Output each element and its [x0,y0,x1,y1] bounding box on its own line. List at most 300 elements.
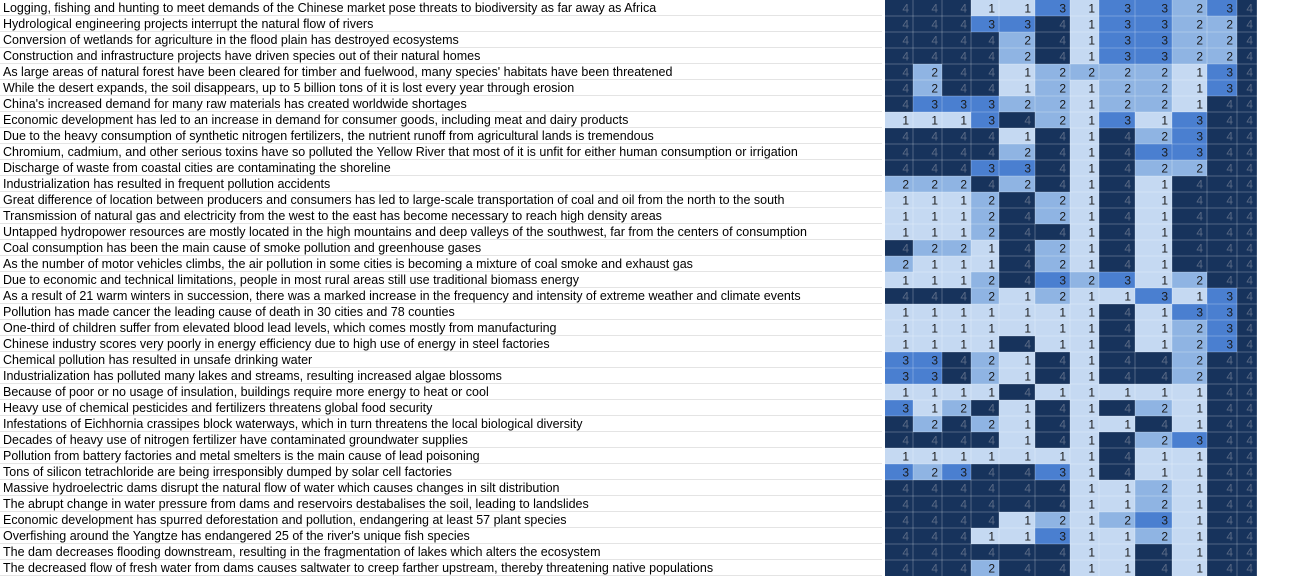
heatmap-cell-value: 4 [988,545,995,560]
heatmap-cell-value: 4 [1246,209,1253,224]
heatmap-cell-value: 4 [1226,241,1233,256]
heatmap-cell-value: 4 [1246,385,1253,400]
row-label: Conversion of wetlands for agriculture in the flood plain has destroyed ecosystems [3,33,459,47]
heatmap-cell-value: 4 [1246,17,1253,32]
heatmap-cell-value: 1 [1196,97,1203,112]
heatmap-cell-value: 2 [931,241,938,256]
heatmap-cell-value: 3 [902,369,909,384]
row-label: Untapped hydropower resources are mostly located in the high mountains and deep valleys of the southwest, far from the centers of consumption [3,225,807,239]
heatmap-cell-value: 4 [960,129,967,144]
heatmap-cell-value: 4 [902,81,909,96]
heatmap-cell-value: 2 [988,369,995,384]
heatmap-cell-value: 1 [1024,449,1031,464]
heatmap-cell-value: 4 [1246,33,1253,48]
row-label: Massive hydroelectric dams disrupt the natural flow of water which causes changes in silt distribution [3,481,560,495]
heatmap-cell-value: 4 [1059,417,1066,432]
heatmap-cell-value: 2 [960,177,967,192]
heatmap-cell-value: 2 [988,225,995,240]
heatmap-cell-value: 2 [1196,49,1203,64]
heatmap-cell-value: 1 [1024,289,1031,304]
heatmap-cell-value: 3 [931,97,938,112]
heatmap-cell-value: 1 [1196,417,1203,432]
heatmap-cell-value: 4 [1024,497,1031,512]
heatmap-cell-value: 3 [1196,145,1203,160]
heatmap-cell-value: 3 [1124,1,1131,16]
heatmap-cell-value: 4 [960,65,967,80]
heatmap-cell-value: 2 [1024,33,1031,48]
heatmap-cell-value: 4 [960,529,967,544]
heatmap-cell-value: 2 [1059,257,1066,272]
heatmap-cell-value: 2 [988,561,995,576]
heatmap-cell-value: 4 [902,497,909,512]
heatmap-cell-value: 3 [1161,1,1168,16]
heatmap-cell-value: 1 [902,449,909,464]
heatmap-cell-value: 1 [1088,401,1095,416]
row-label: Overfishing around the Yangtze has endangered 25 of the river's unique fish species [3,529,470,543]
heatmap-cell-value: 1 [902,337,909,352]
heatmap-cell-value: 2 [1196,369,1203,384]
heatmap-cell-value: 4 [931,129,938,144]
heatmap-cell-value: 1 [1196,561,1203,576]
heatmap-cell-value: 4 [902,65,909,80]
heatmap-cell-value: 4 [1059,49,1066,64]
heatmap-cell-value: 4 [1024,113,1031,128]
row-label: While the desert expands, the soil disappears, up to 5 billion tons of it is lost every year through erosion [3,81,575,95]
heatmap-cell-value: 2 [988,417,995,432]
heatmap-cell-value: 4 [1124,321,1131,336]
heatmap-cell-value: 1 [931,401,938,416]
heatmap-cell-value: 1 [1088,97,1095,112]
row-label: Economic development has spurred deforestation and pollution, endangering at least 57 plant species [3,513,567,527]
heatmap-cell-value: 2 [1024,49,1031,64]
heatmap-cell-value: 2 [1124,65,1131,80]
heatmap-cell-value: 4 [1226,513,1233,528]
heatmap-cell-value: 2 [988,289,995,304]
heatmap-cell-value: 3 [1226,1,1233,16]
heatmap-cell-value: 2 [1124,97,1131,112]
row-label: Hydrological engineering projects interrupt the natural flow of rivers [3,17,374,31]
heatmap-cell-value: 1 [988,241,995,256]
row-label: Because of poor or no usage of insulation, buildings require more energy to heat or cool [3,385,489,399]
row-label: The decreased flow of fresh water from dams causes saltwater to creep farther upstream, thereby threatening native populations [3,561,714,575]
heatmap-cell-value: 4 [1059,545,1066,560]
heatmap-cell-value: 1 [1088,545,1095,560]
row-label: Chromium, cadmium, and other serious toxins have so polluted the Yellow River that most of it is unfit for either human consumption or irrigation [3,145,798,159]
heatmap-cell-value: 4 [1196,225,1203,240]
heatmap-cell-value: 1 [1024,1,1031,16]
heatmap-cell-value: 4 [1059,369,1066,384]
heatmap-cell-value: 4 [931,497,938,512]
heatmap-cell-value: 4 [1059,433,1066,448]
heatmap-cell-value: 1 [1088,369,1095,384]
heatmap-cell-value: 1 [1088,161,1095,176]
heatmap-cell-value: 1 [1088,33,1095,48]
heatmap-cell-value: 4 [1226,481,1233,496]
heatmap-cell-value: 4 [1124,257,1131,272]
heatmap-cell-value: 4 [1059,481,1066,496]
heatmap-cell-value: 3 [1161,145,1168,160]
heatmap-cell-value: 1 [1024,81,1031,96]
heatmap-cell-value: 4 [902,433,909,448]
heatmap-cell-value: 1 [902,305,909,320]
heatmap-cell-value: 1 [1161,257,1168,272]
row-label: Infestations of Eichhornia crassipes block waterways, which in turn threatens the local biological diversity [3,417,583,431]
heatmap-cell-value: 1 [1161,385,1168,400]
heatmap-cell-value: 1 [1088,129,1095,144]
heatmap-cell-value: 4 [931,561,938,576]
heatmap-cell-value: 4 [902,33,909,48]
heatmap-cell-value: 4 [1024,465,1031,480]
heatmap-cell-value: 4 [1059,33,1066,48]
heatmap-cell-value: 1 [988,449,995,464]
heatmap-cell-value: 2 [1161,161,1168,176]
heatmap-cell-value: 4 [1226,161,1233,176]
heatmap-cell-value: 3 [988,161,995,176]
heatmap-cell-value: 1 [1124,561,1131,576]
heatmap-cell-value: 3 [960,97,967,112]
heatmap-cell-value: 3 [1226,305,1233,320]
heatmap-cell-value: 4 [1196,257,1203,272]
row-label: The dam decreases flooding downstream, resulting in the fragmentation of lakes which alters the ecosystem [3,545,601,559]
heatmap-cell-value: 4 [902,161,909,176]
heatmap-cell-value: 1 [1196,465,1203,480]
heatmap-cell-value: 2 [988,209,995,224]
heatmap-cell-value: 2 [1059,289,1066,304]
heatmap-cell-value: 1 [1124,497,1131,512]
heatmap-cell-value: 4 [1226,545,1233,560]
heatmap-cell-value: 3 [1226,289,1233,304]
heatmap-cell-value: 4 [1196,193,1203,208]
heatmap-cell-value: 2 [1161,401,1168,416]
heatmap-cell-value: 3 [988,97,995,112]
heatmap-cell-value: 4 [1196,209,1203,224]
heatmap-cell-value: 2 [1024,97,1031,112]
heatmap-cell-value: 4 [902,513,909,528]
heatmap-cell-value: 4 [960,145,967,160]
heatmap-cell-value: 2 [1161,97,1168,112]
heatmap-cell-value: 4 [1226,465,1233,480]
heatmap-cell-value: 1 [931,305,938,320]
row-label: As a result of 21 warm winters in succession, there was a marked increase in the frequency and intensity of extreme weather and climate events [3,289,801,303]
heatmap-cell-value: 1 [1088,561,1095,576]
row-label: Logging, fishing and hunting to meet demands of the Chinese market pose threats to biodiversity as far away as Africa [3,1,657,15]
heatmap-cell-value: 4 [960,369,967,384]
heatmap-cell-value: 4 [931,481,938,496]
heatmap-cell-value: 4 [988,33,995,48]
heatmap-cell-value: 2 [1226,17,1233,32]
heatmap-cell-value: 4 [1196,177,1203,192]
row-label: The abrupt change in water pressure from dams and reservoirs destabalises the soil, leading to landslides [3,497,589,511]
heatmap-cell-value: 1 [931,209,938,224]
heatmap-cell-value: 1 [1088,497,1095,512]
row-label: Economic development has led to an increase in demand for consumer goods, including meat and dairy products [3,113,629,127]
row-label: One-third of children suffer from elevated blood lead levels, which comes mostly from manufacturing [3,321,557,335]
heatmap-cell-value: 4 [1226,113,1233,128]
heatmap-cell-value: 1 [931,193,938,208]
heatmap-cell-value: 1 [1161,321,1168,336]
heatmap-cell-value: 4 [1246,465,1253,480]
heatmap-cell-value: 1 [960,193,967,208]
heatmap-cell-value: 4 [902,529,909,544]
heatmap-cell-value: 1 [931,273,938,288]
heatmap-cell-value: 4 [1059,401,1066,416]
heatmap-cell-value: 1 [988,1,995,16]
heatmap-cell-value: 1 [1088,1,1095,16]
heatmap-cell-value: 4 [1161,369,1168,384]
heatmap-cell-value: 1 [1124,417,1131,432]
heatmap-cell-value: 4 [1226,561,1233,576]
heatmap-cell-value: 1 [931,257,938,272]
heatmap-cell-value: 2 [931,177,938,192]
heatmap-cell-value: 1 [1088,209,1095,224]
heatmap-cell-value: 4 [1246,529,1253,544]
heatmap-cell-value: 3 [902,401,909,416]
row-label: As the number of motor vehicles climbs, the air pollution in some cities is becoming a mixture of coal smoke and exhaust gas [3,257,693,271]
heatmap-cell-value: 4 [1059,353,1066,368]
heatmap-cell-value: 4 [1024,337,1031,352]
heatmap-cell-value: 4 [1024,193,1031,208]
heatmap-cell-value: 4 [1059,129,1066,144]
heatmap-cell-value: 1 [1088,385,1095,400]
heatmap-cell-value: 4 [931,17,938,32]
heatmap-cell-value: 4 [1059,497,1066,512]
heatmap-cell-value: 4 [960,289,967,304]
heatmap-cell-value: 4 [960,545,967,560]
heatmap-cell-value: 1 [931,113,938,128]
heatmap-cell-value: 3 [902,465,909,480]
heatmap-cell-value: 4 [931,529,938,544]
heatmap-cell-value: 1 [1088,465,1095,480]
heatmap-cell-value: 4 [1226,209,1233,224]
heatmap-cell-value: 4 [988,513,995,528]
heatmap-cell-value: 1 [1059,321,1066,336]
heatmap-cell-value: 4 [1246,305,1253,320]
heatmap-cell-value: 4 [988,433,995,448]
heatmap-cell-value: 4 [902,289,909,304]
heatmap-cell-value: 2 [902,177,909,192]
heatmap-cell-value: 1 [902,385,909,400]
heatmap-cell-value: 1 [1161,273,1168,288]
heatmap-cell-value: 3 [960,465,967,480]
heatmap-cell-value: 1 [1088,337,1095,352]
heatmap-cell-value: 1 [1161,465,1168,480]
row-label: Pollution from battery factories and metal smelters is the main cause of lead poisoning [3,449,480,463]
heatmap-cell-value: 4 [960,433,967,448]
heatmap-cell-value: 4 [1124,465,1131,480]
heatmap-cell-value: 4 [1246,449,1253,464]
heatmap-cell-value: 1 [902,209,909,224]
heatmap-cell-value: 4 [960,353,967,368]
heatmap-cell-value: 4 [1124,353,1131,368]
heatmap-cell-value: 1 [1059,449,1066,464]
heatmap-cell-value: 1 [1088,353,1095,368]
heatmap-cell-value: 3 [1161,49,1168,64]
heatmap-cell-value: 4 [1059,17,1066,32]
heatmap-cell-value: 4 [988,401,995,416]
heatmap-cell-value: 1 [1024,433,1031,448]
heatmap-cell-value: 4 [1124,241,1131,256]
heatmap-cell-value: 1 [1124,545,1131,560]
heatmap-cell-value: 1 [902,321,909,336]
heatmap-cell-value: 4 [1161,353,1168,368]
heatmap-cell-value: 4 [1124,161,1131,176]
heatmap-cell-value: 1 [1196,497,1203,512]
heatmap-cell-value: 4 [988,81,995,96]
heatmap-cell-value: 4 [1024,481,1031,496]
heatmap-cell-value: 1 [931,449,938,464]
heatmap-cell-value: 4 [931,289,938,304]
heatmap-cell-value: 4 [1059,225,1066,240]
heatmap-cell-value: 2 [1161,65,1168,80]
heatmap-cell-value: 2 [1161,481,1168,496]
heatmap-cell-value: 2 [902,257,909,272]
heatmap-cell-value: 3 [1196,433,1203,448]
heatmap-cell-value: 1 [1088,449,1095,464]
heatmap-cell-value: 4 [1226,353,1233,368]
heatmap-cell-value: 4 [988,65,995,80]
heatmap-cell-value: 4 [902,545,909,560]
heatmap-cell-value: 4 [960,33,967,48]
heatmap-cell-value: 4 [1246,193,1253,208]
heatmap-cell-value: 1 [1088,321,1095,336]
heatmap-cell-value: 4 [1246,401,1253,416]
heatmap-cell-value: 2 [1196,17,1203,32]
heatmap-cell-value: 2 [1059,241,1066,256]
heatmap-cell-value: 2 [1124,81,1131,96]
heatmap-cell-value: 4 [960,81,967,96]
heatmap-cell-value: 4 [1024,225,1031,240]
heatmap-cell-value: 4 [931,545,938,560]
heatmap-cell-value: 4 [1124,225,1131,240]
heatmap-cell-value: 4 [1161,545,1168,560]
heatmap-cell-value: 3 [1226,81,1233,96]
heatmap-cell-value: 1 [1196,81,1203,96]
heatmap-cell-value: 4 [1246,353,1253,368]
heatmap-cell-value: 4 [902,481,909,496]
heatmap-cell-value: 1 [988,257,995,272]
row-label: Pollution has made cancer the leading cause of death in 30 cities and 78 counties [3,305,455,319]
heatmap-cell-value: 3 [902,353,909,368]
heatmap-cell-value: 1 [1196,449,1203,464]
heatmap-cell-value: 1 [1024,369,1031,384]
heatmap-cell-value: 2 [931,465,938,480]
heatmap-cell-value: 2 [1059,193,1066,208]
heatmap-cell-value: 2 [1196,33,1203,48]
heatmap-cell-value: 4 [1246,225,1253,240]
heatmap-cell-value: 4 [1124,433,1131,448]
heatmap-cell-value: 4 [1059,161,1066,176]
heatmap-cell-value: 3 [1196,113,1203,128]
heatmap-cell-value: 2 [1226,49,1233,64]
heatmap-cell-value: 2 [960,241,967,256]
heatmap-cell-value: 1 [1024,305,1031,320]
heatmap-cell-value: 1 [960,257,967,272]
row-label: Industrialization has polluted many lakes and streams, resulting increased algae blossoms [3,369,502,383]
row-label: Heavy use of chemical pesticides and fertilizers threatens global food security [3,401,433,415]
heatmap-cell-value: 2 [1024,145,1031,160]
heatmap-cell-value: 4 [1246,417,1253,432]
heatmap-cell-value: 4 [1226,257,1233,272]
heatmap-cell-value: 4 [1246,241,1253,256]
heatmap-cell-value: 1 [1196,529,1203,544]
heatmap-cell-value: 1 [1161,193,1168,208]
heatmap-cell-value: 3 [1226,337,1233,352]
heatmap-cell-value: 1 [988,321,995,336]
heatmap-cell-value: 2 [988,193,995,208]
heatmap-cell-value: 1 [1196,401,1203,416]
heatmap-cell-value: 1 [1024,353,1031,368]
heatmap-cell-value: 1 [902,113,909,128]
heatmap-cell-value: 3 [1161,289,1168,304]
heatmap-cell-value: 4 [1246,513,1253,528]
heatmap-cell-value: 2 [1024,177,1031,192]
heatmap-cell-value: 4 [988,497,995,512]
heatmap-cell-value: 3 [1196,305,1203,320]
heatmap-cell-value: 4 [1246,273,1253,288]
heatmap-cell-value: 4 [1246,49,1253,64]
heatmap-cell-value: 4 [1226,193,1233,208]
heatmap-cell-value: 3 [1196,129,1203,144]
heatmap-cell-value: 4 [1124,337,1131,352]
heatmap-cell-value: 4 [1246,561,1253,576]
heatmap-cell-value: 4 [1246,161,1253,176]
heatmap-cell-value: 3 [931,369,938,384]
heatmap-cell-value: 1 [1196,481,1203,496]
heatmap-cell-value: 4 [1024,241,1031,256]
heatmap-cell-value: 1 [960,113,967,128]
heatmap-cell-value: 1 [1124,529,1131,544]
heatmap-cell-value: 1 [960,209,967,224]
heatmap-cell-value: 1 [1196,385,1203,400]
heatmap-cell-value: 4 [1024,385,1031,400]
heatmap-cell-value: 4 [960,49,967,64]
heatmap-cell-value: 4 [960,561,967,576]
heatmap-cell-value: 2 [1059,97,1066,112]
heatmap-cell-value: 4 [902,241,909,256]
heatmap-cell-value: 4 [1226,129,1233,144]
heatmap-cell-value: 4 [1124,145,1131,160]
heatmap-cell-value: 3 [1226,321,1233,336]
heatmap-cell-value: 4 [960,497,967,512]
heatmap-cell-value: 1 [1161,209,1168,224]
heatmap-cell-value: 4 [988,49,995,64]
heatmap-cell-value: 3 [1059,529,1066,544]
heatmap-cell-value: 1 [960,305,967,320]
heatmap-cell-value: 1 [1088,49,1095,64]
heatmap-cell-value: 4 [988,145,995,160]
heatmap-cell-value: 1 [960,225,967,240]
heatmap-cell-value: 1 [1024,529,1031,544]
heatmap-cell-value: 4 [1226,385,1233,400]
heatmap-cell-value: 4 [1246,1,1253,16]
heatmap-cell-value: 4 [1059,145,1066,160]
heatmap-cell-value: 1 [1196,289,1203,304]
heatmap-cell-value: 1 [931,225,938,240]
heatmap-cell-value: 3 [1059,1,1066,16]
heatmap-cell-value: 4 [1246,433,1253,448]
row-label: Discharge of waste from coastal cities are contaminating the shoreline [3,161,391,175]
heatmap-cell-value: 4 [1024,561,1031,576]
heatmap-cell-value: 4 [931,161,938,176]
heatmap-cell-value: 1 [1088,241,1095,256]
heatmap-cell-value: 3 [1124,273,1131,288]
heatmap-cell-value: 4 [1226,433,1233,448]
heatmap-cell-value: 4 [1226,273,1233,288]
heatmap-cell-value: 4 [1226,225,1233,240]
heatmap-cell-value: 4 [1246,81,1253,96]
heatmap-cell-value: 2 [1088,273,1095,288]
heatmap-cell-value: 1 [988,385,995,400]
